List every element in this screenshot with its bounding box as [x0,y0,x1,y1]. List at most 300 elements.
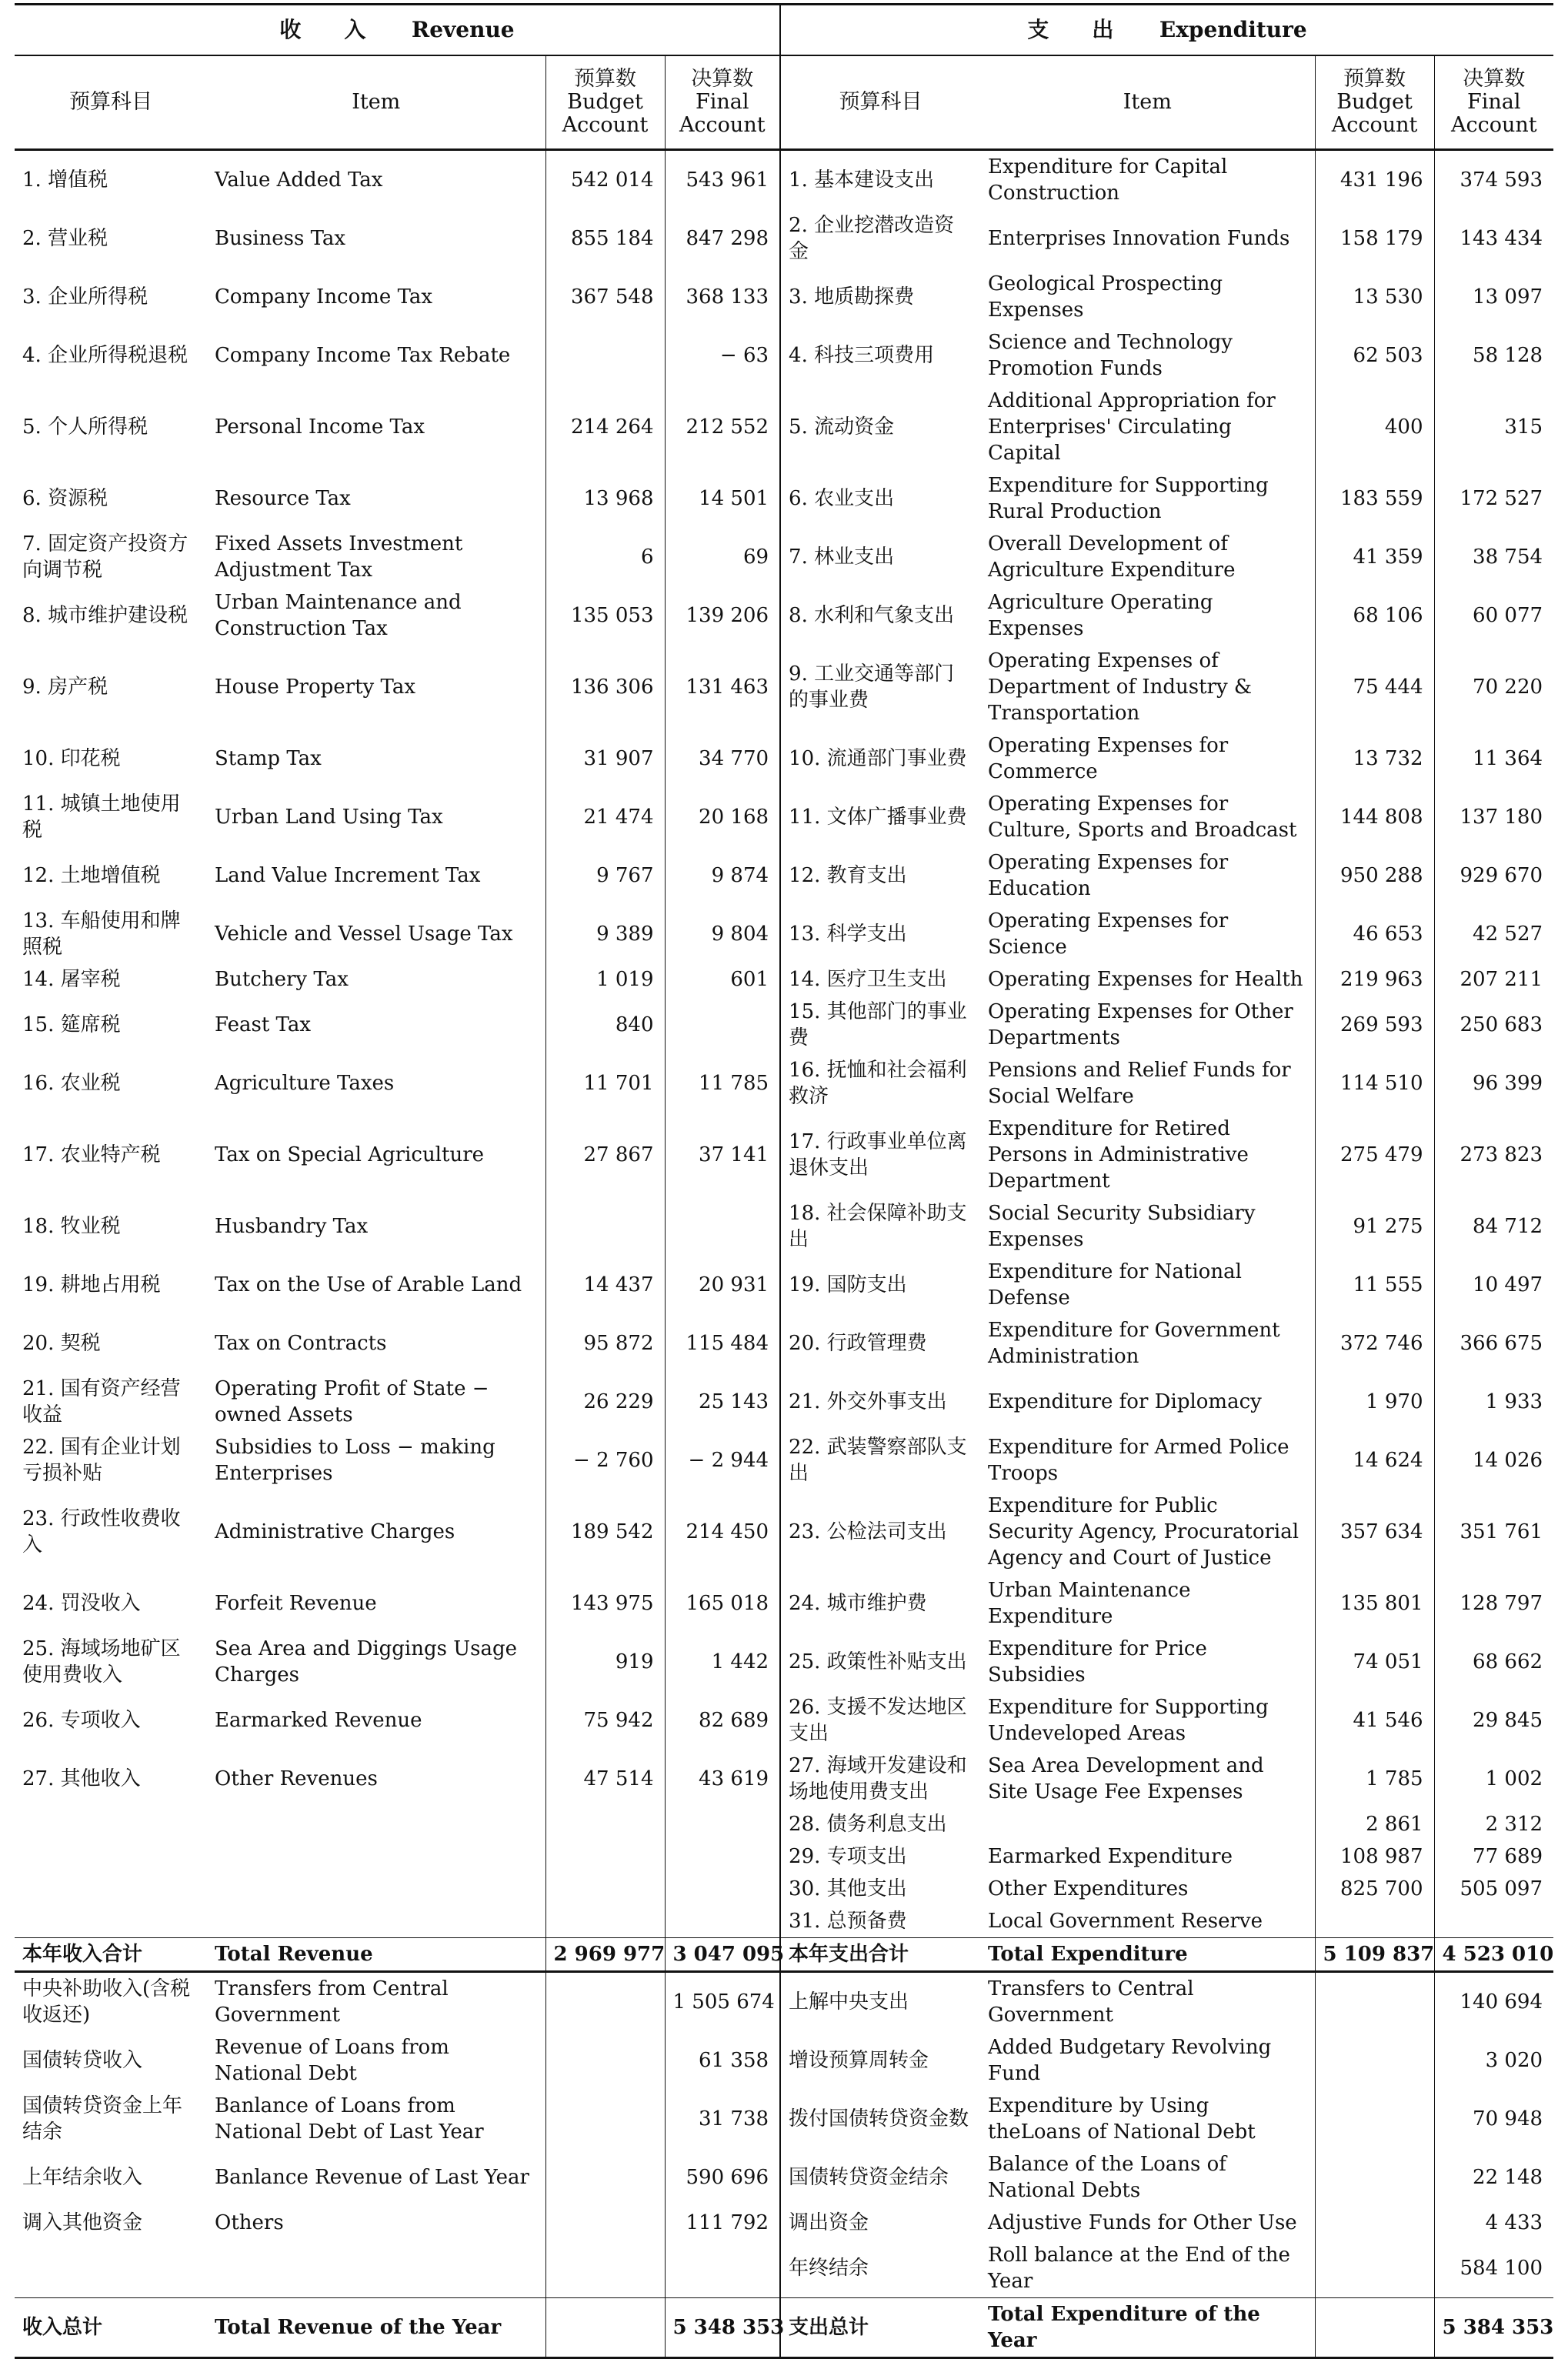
revenue-subject-cell: 本年收入合计 [15,1938,207,1972]
expenditure-final-cell: 137 180 [1460,806,1543,829]
revenue-subject-cell: 21. 国有资产经营收益 [22,1377,181,1426]
revenue-budget-cell: 47 514 [545,1750,665,1808]
expenditure-budget-cell: 108 987 [1315,1840,1434,1873]
revenue-final-cell: 9 874 [665,846,780,905]
revenue-subject-cell: 15. 筵席税 [22,1013,121,1036]
revenue-budget-cell [545,2207,665,2239]
revenue-final-cell: 43 619 [665,1750,780,1808]
expenditure-subject-cell: 本年支出合计 [780,1938,980,1972]
revenue-budget-cell: 367 548 [545,268,665,326]
col-final-left: 决算数 Final Account [665,55,780,150]
expenditure-final-cell: 2 312 [1485,1813,1543,1836]
revenue-item-cell: Urban Land Using Tax [207,788,545,846]
revenue-item-cell: Personal Income Tax [207,385,545,469]
revenue-item-cell: Vehicle and Vessel Usage Tax [207,905,545,963]
revenue-subject-cell: 27. 其他收入 [22,1767,141,1790]
revenue-final-cell: 111 792 [665,2207,780,2239]
revenue-subject-cell: 25. 海域场地矿区使用费收入 [22,1637,181,1687]
revenue-item-cell: Forfeit Revenue [207,1574,545,1633]
revenue-subject-cell: 11. 城镇土地使用税 [22,792,181,842]
table-row [15,963,1553,996]
revenue-section-header [15,5,780,56]
expenditure-item-cell: Operating Expenses for Culture, Sports and Broadcast [980,788,1315,846]
revenue-item-cell: Stamp Tax [207,729,545,788]
expenditure-subject-cell: 8. 水利和气象支出 [789,604,955,627]
expenditure-budget-cell: 2 861 [1315,1808,1434,1840]
revenue-final-cell: 601 [665,963,780,996]
revenue-subject-cell: 9. 房产税 [22,676,108,699]
col-item-right: Item [980,55,1315,150]
expenditure-budget-cell [1315,2148,1434,2207]
expenditure-subject-cell: 31. 总预备费 [789,1910,907,1933]
table-row [15,645,1553,729]
revenue-final-cell: − 2 944 [665,1431,780,1490]
section-header-row [15,5,1553,56]
expenditure-final-cell: 351 761 [1460,1520,1543,1543]
revenue-subject-cell: 上年结余收入 [22,2166,143,2189]
expenditure-item-cell: Expenditure for Supporting Undeveloped Areas [980,1691,1315,1750]
expenditure-item-cell: Enterprises Innovation Funds [980,209,1315,268]
expenditure-final-cell: 584 100 [1460,2257,1543,2280]
expenditure-subject-cell: 3. 地质勘探费 [789,285,915,309]
expenditure-budget-cell: 1 785 [1315,1750,1434,1808]
expenditure-budget-cell: 158 179 [1315,209,1434,268]
revenue-budget-cell [545,1873,665,1905]
col-item-left: Item [207,55,545,150]
expenditure-item-cell: Expenditure for Public Security Agency, Procuratorial Agency and Court of Justice [980,1490,1315,1574]
table-row [15,1197,1553,1256]
revenue-budget-cell: 840 [545,996,665,1054]
expenditure-budget-cell: 13 530 [1315,268,1434,326]
expenditure-final-cell: 29 845 [1473,1709,1543,1732]
revenue-final-cell [665,1197,780,1256]
revenue-budget-cell: 27 867 [545,1113,665,1197]
col-subject-right: 预算科目 [780,55,980,150]
revenue-final-cell: 1 442 [665,1633,780,1691]
expenditure-subject-cell: 19. 国防支出 [789,1273,907,1296]
expenditure-budget-cell: 41 359 [1315,528,1434,586]
table-row [15,2239,1553,2298]
revenue-budget-cell: 21 474 [545,788,665,846]
revenue-item-cell: Banlance Revenue of Last Year [207,2148,545,2207]
expenditure-final-cell: 84 712 [1473,1215,1543,1238]
table-row [15,1054,1553,1113]
expenditure-final-cell: 172 527 [1460,487,1543,510]
expenditure-budget-cell: 400 [1315,385,1434,469]
expenditure-item-cell: Added Budgetary Revolving Fund [980,2031,1315,2090]
expenditure-subject-cell: 增设预算周转金 [789,2049,929,2072]
revenue-subject-cell: 20. 契税 [22,1332,101,1355]
revenue-final-cell: 20 931 [665,1256,780,1314]
expenditure-item-cell: Transfers to Central Government [980,1972,1315,2032]
expenditure-subject-cell: 16. 抚恤和社会福利救济 [789,1059,967,1108]
revenue-subject-cell: 19. 耕地占用税 [22,1273,161,1296]
revenue-final-cell: 3 047 095 [665,1938,780,1972]
revenue-item-cell: Land Value Increment Tax [207,846,545,905]
revenue-final-cell: 61 358 [665,2031,780,2090]
expenditure-item-cell: Expenditure for Capital Construction [980,150,1315,210]
revenue-budget-cell: 855 184 [545,209,665,268]
expenditure-budget-cell: 372 746 [1315,1314,1434,1373]
revenue-final-cell: 5 348 353 [665,2298,780,2358]
expenditure-final-cell: 4 523 010 [1434,1938,1553,1972]
expenditure-subject-cell: 17. 行政事业单位离退休支出 [789,1130,967,1180]
expenditure-final-cell: 4 433 [1485,2211,1543,2234]
expenditure-item-cell: Expenditure for Retired Persons in Administrative Department [980,1113,1315,1197]
expenditure-item-cell: Operating Expenses for Science [980,905,1315,963]
expenditure-subject-cell: 上解中央支出 [789,1990,909,2014]
expenditure-final-cell: 58 128 [1473,344,1543,367]
expenditure-final-cell: 77 689 [1473,1845,1543,1868]
table-row [15,1938,1553,1972]
revenue-budget-cell [545,1840,665,1873]
revenue-final-cell: 9 804 [665,905,780,963]
expenditure-final-cell: 68 662 [1473,1650,1543,1673]
revenue-budget-cell [545,2090,665,2148]
revenue-item-cell: Tax on Special Agriculture [207,1113,545,1197]
revenue-budget-cell [545,2298,665,2358]
revenue-subject-cell: 4. 企业所得税退税 [22,344,188,367]
table-row [15,1840,1553,1873]
expenditure-budget-cell: 114 510 [1315,1054,1434,1113]
revenue-final-cell: 1 505 674 [665,1972,780,2032]
revenue-budget-cell: 31 907 [545,729,665,788]
revenue-subject-cell: 18. 牧业税 [22,1215,121,1238]
expenditure-budget-cell [1315,2207,1434,2239]
revenue-budget-cell: 542 014 [545,150,665,210]
table-row [15,1750,1553,1808]
expenditure-budget-cell: 275 479 [1315,1113,1434,1197]
revenue-item-cell: Tax on the Use of Arable Land [207,1256,545,1314]
revenue-budget-cell: 9 767 [545,846,665,905]
table-row [15,729,1553,788]
table-row [15,2298,1553,2358]
revenue-budget-cell: 189 542 [545,1490,665,1574]
expenditure-item-cell: Local Government Reserve [980,1905,1315,1938]
expenditure-budget-cell: 357 634 [1315,1490,1434,1574]
expenditure-header-en: Expenditure [1159,17,1307,42]
expenditure-final-cell: 38 754 [1473,546,1543,569]
revenue-final-cell [665,1808,780,1840]
revenue-budget-cell: 95 872 [545,1314,665,1373]
expenditure-final-cell: 60 077 [1473,604,1543,627]
revenue-header-cn: 收 入 [279,17,366,42]
revenue-item-cell: Husbandry Tax [207,1197,545,1256]
expenditure-subject-cell: 6. 农业支出 [789,487,895,510]
revenue-item-cell: Value Added Tax [207,150,545,210]
expenditure-item-cell: Expenditure by Using theLoans of National Debt [980,2090,1315,2148]
expenditure-subject-cell: 1. 基本建设支出 [789,168,935,192]
revenue-subject-cell: 6. 资源税 [22,487,108,510]
revenue-subject-cell: 中央补助收入(含税收返还) [22,1977,191,2027]
expenditure-final-cell: 70 220 [1473,676,1543,699]
revenue-subject-cell: 23. 行政性收费收入 [22,1507,181,1557]
revenue-subject-cell: 17. 农业特产税 [22,1143,161,1166]
revenue-subject-cell: 14. 屠宰税 [22,968,121,991]
table-row [15,2148,1553,2207]
revenue-item-cell: Tax on Contracts [207,1314,545,1373]
table-row [15,528,1553,586]
revenue-subject-cell: 22. 国有企业计划亏损补贴 [22,1436,181,1485]
revenue-budget-cell: 14 437 [545,1256,665,1314]
transfer-rows [15,1972,1553,2298]
expenditure-subject-cell: 13. 科学支出 [789,923,907,946]
revenue-budget-cell: 75 942 [545,1691,665,1750]
expenditure-budget-cell: 144 808 [1315,788,1434,846]
table-row [15,2207,1553,2239]
table-row [15,385,1553,469]
revenue-budget-cell: 919 [545,1633,665,1691]
table-row [15,788,1553,846]
expenditure-budget-cell [1315,2239,1434,2298]
table-row [15,905,1553,963]
table-row [15,1691,1553,1750]
expenditure-final-cell: 143 434 [1460,227,1543,250]
revenue-subject-cell [15,1905,207,1938]
revenue-budget-cell: 135 053 [545,586,665,645]
revenue-item-cell: Earmarked Revenue [207,1691,545,1750]
expenditure-budget-cell: 46 653 [1315,905,1434,963]
revenue-item-cell: Company Income Tax Rebate [207,326,545,385]
revenue-subject-cell: 10. 印花税 [22,747,121,770]
expenditure-item-cell: Other Expenditures [980,1873,1315,1905]
expenditure-item-cell: Roll balance at the End of the Year [980,2239,1315,2298]
expenditure-budget-cell: 68 106 [1315,586,1434,645]
table-row [15,1373,1553,1431]
expenditure-item-cell: Operating Expenses of Department of Industry & Transportation [980,645,1315,729]
expenditure-item-cell: Sea Area Development and Site Usage Fee Expenses [980,1750,1315,1808]
revenue-item-cell [207,1808,545,1840]
expenditure-subject-cell: 7. 林业支出 [789,546,895,569]
expenditure-subject-cell: 11. 文体广播事业费 [789,806,967,829]
expenditure-subject-cell: 25. 政策性补贴支出 [789,1650,967,1673]
revenue-item-cell: Butchery Tax [207,963,545,996]
expenditure-item-cell: Total Expenditure of the Year [980,2298,1315,2358]
revenue-subject-cell: 8. 城市维护建设税 [22,604,188,627]
expenditure-subject-cell: 28. 债务利息支出 [789,1813,947,1836]
revenue-item-cell: Total Revenue of the Year [207,2298,545,2358]
revenue-subject-cell: 7. 固定资产投资方向调节税 [22,532,188,582]
expenditure-final-cell: 5 384 353 [1434,2298,1553,2358]
expenditure-budget-cell: 219 963 [1315,963,1434,996]
expenditure-subject-cell: 拨付国债转贷资金数 [789,2107,969,2130]
expenditure-final-cell: 42 527 [1473,923,1543,946]
revenue-subject-cell [15,2239,207,2298]
col-budget-right: 预算数 Budget Account [1315,55,1434,150]
expenditure-item-cell: Operating Expenses for Commerce [980,729,1315,788]
expenditure-budget-cell: 74 051 [1315,1633,1434,1691]
revenue-final-cell [665,1873,780,1905]
revenue-item-cell [207,1905,545,1938]
revenue-item-cell: Agriculture Taxes [207,1054,545,1113]
expenditure-item-cell: Geological Prospecting Expenses [980,268,1315,326]
expenditure-subject-cell: 年终结余 [789,2257,869,2280]
revenue-budget-cell: 6 [545,528,665,586]
expenditure-budget-cell: 825 700 [1315,1873,1434,1905]
table-row [15,1574,1553,1633]
expenditure-item-cell: Expenditure for Supporting Rural Production [980,469,1315,528]
expenditure-item-cell: Operating Expenses for Education [980,846,1315,905]
expenditure-subject-cell: 国债转贷资金结余 [789,2166,949,2189]
expenditure-subject-cell: 20. 行政管理费 [789,1332,927,1355]
expenditure-item-cell: Pensions and Relief Funds for Social Welfare [980,1054,1315,1113]
expenditure-subject-cell: 15. 其他部门的事业费 [789,1000,967,1049]
expenditure-budget-cell: 135 801 [1315,1574,1434,1633]
revenue-budget-cell: 11 701 [545,1054,665,1113]
expenditure-final-cell: 1 933 [1485,1390,1543,1413]
expenditure-subject-cell: 30. 其他支出 [789,1877,907,1900]
expenditure-budget-cell: 14 624 [1315,1431,1434,1490]
table-row [15,1314,1553,1373]
table-row [15,1873,1553,1905]
expenditure-final-cell: 273 823 [1460,1143,1543,1166]
expenditure-budget-cell [1315,1972,1434,2032]
revenue-final-cell: 165 018 [665,1574,780,1633]
revenue-subject-cell: 12. 土地增值税 [22,864,161,887]
budget-table [15,3,1553,2359]
revenue-final-cell [665,1905,780,1938]
col-final-right: 决算数 Final Account [1434,55,1553,150]
expenditure-final-cell: 366 675 [1460,1332,1543,1355]
expenditure-budget-cell: 62 503 [1315,326,1434,385]
revenue-budget-cell [545,1197,665,1256]
table-row [15,1972,1553,2032]
table-row [15,2031,1553,2090]
expenditure-item-cell: Urban Maintenance Expenditure [980,1574,1315,1633]
revenue-header-en: Revenue [411,17,515,42]
revenue-final-cell: 69 [665,528,780,586]
expenditure-budget-cell: 75 444 [1315,645,1434,729]
table-row [15,326,1553,385]
expenditure-subject-cell: 21. 外交外事支出 [789,1390,947,1413]
revenue-item-cell: Subsidies to Loss − making Enterprises [207,1431,545,1490]
revenue-final-cell: 115 484 [665,1314,780,1373]
expenditure-final-cell [1434,1905,1553,1938]
revenue-budget-cell: 136 306 [545,645,665,729]
expenditure-budget-cell: 5 109 837 [1315,1938,1434,1972]
grand-total-row-group [15,2298,1553,2358]
expenditure-subject-cell: 2. 企业挖潜改造资金 [789,214,955,263]
table-row [15,1490,1553,1574]
revenue-item-cell [207,1873,545,1905]
revenue-budget-cell: 1 019 [545,963,665,996]
revenue-subject-cell [15,1873,207,1905]
revenue-budget-cell: 9 389 [545,905,665,963]
total-row-group [15,1938,1553,1972]
revenue-item-cell: Total Revenue [207,1938,545,1972]
revenue-budget-cell: 26 229 [545,1373,665,1431]
expenditure-subject-cell: 支出总计 [780,2298,980,2358]
expenditure-budget-cell [1315,1905,1434,1938]
expenditure-final-cell: 207 211 [1460,968,1543,991]
table-row [15,1808,1553,1840]
revenue-item-cell: Revenue of Loans from National Debt [207,2031,545,2090]
revenue-subject-cell: 收入总计 [15,2298,207,2358]
col-subject-left: 预算科目 [15,55,207,150]
revenue-budget-cell: 143 975 [545,1574,665,1633]
revenue-item-cell: Transfers from Central Government [207,1972,545,2032]
revenue-subject-cell: 16. 农业税 [22,1072,121,1095]
revenue-final-cell: 37 141 [665,1113,780,1197]
revenue-budget-cell: 13 968 [545,469,665,528]
revenue-item-cell: Sea Area and Diggings Usage Charges [207,1633,545,1691]
expenditure-budget-cell: 11 555 [1315,1256,1434,1314]
expenditure-item-cell: Expenditure for Diplomacy [980,1373,1315,1431]
expenditure-subject-cell: 23. 公检法司支出 [789,1520,947,1543]
revenue-budget-cell [545,2031,665,2090]
revenue-item-cell [207,2239,545,2298]
expenditure-subject-cell: 26. 支援不发达地区支出 [789,1696,967,1745]
revenue-subject-cell [15,1808,207,1840]
revenue-final-cell [665,996,780,1054]
revenue-final-cell: 31 738 [665,2090,780,2148]
expenditure-subject-cell: 4. 科技三项费用 [789,344,935,367]
table-row [15,2090,1553,2148]
revenue-item-cell: Operating Profit of State − owned Assets [207,1373,545,1431]
expenditure-item-cell: Expenditure for Armed Police Troops [980,1431,1315,1490]
expenditure-subject-cell: 24. 城市维护费 [789,1592,927,1615]
expenditure-budget-cell [1315,2298,1434,2358]
revenue-item-cell: Banlance of Loans from National Debt of Last Year [207,2090,545,2148]
main-rows [15,150,1553,1938]
expenditure-final-cell: 505 097 [1460,1877,1543,1900]
table-row [15,586,1553,645]
table-row [15,1113,1553,1197]
expenditure-final-cell: 128 797 [1460,1592,1543,1615]
revenue-final-cell: 847 298 [665,209,780,268]
budget-document [15,0,1553,2359]
column-header-row [15,55,1553,150]
revenue-subject-cell: 2. 营业税 [22,227,108,250]
expenditure-subject-cell: 5. 流动资金 [789,415,895,439]
expenditure-budget-cell [1315,2090,1434,2148]
revenue-final-cell: 214 450 [665,1490,780,1574]
revenue-subject-cell: 1. 增值税 [22,168,108,192]
table-row [15,469,1553,528]
expenditure-subject-cell: 18. 社会保障补助支出 [789,1202,967,1251]
revenue-final-cell: 14 501 [665,469,780,528]
expenditure-final-cell: 13 097 [1473,285,1543,309]
revenue-budget-cell: 214 264 [545,385,665,469]
expenditure-final-cell: 70 948 [1473,2107,1543,2130]
table-row [15,1431,1553,1490]
table-row [15,1905,1553,1938]
expenditure-final-cell: 315 [1504,415,1543,439]
revenue-subject-cell: 13. 车船使用和牌照税 [22,909,181,959]
expenditure-item-cell: Total Expenditure [980,1938,1315,1972]
table-row [15,268,1553,326]
table-row [15,1633,1553,1691]
expenditure-subject-cell: 22. 武装警察部队支出 [789,1436,967,1485]
revenue-final-cell: 82 689 [665,1691,780,1750]
expenditure-item-cell: Expenditure for National Defense [980,1256,1315,1314]
revenue-item-cell: House Property Tax [207,645,545,729]
revenue-budget-cell [545,2148,665,2207]
revenue-final-cell: 20 168 [665,788,780,846]
expenditure-item-cell: Agriculture Operating Expenses [980,586,1315,645]
expenditure-item-cell: Operating Expenses for Health [980,963,1315,996]
revenue-budget-cell [545,2239,665,2298]
expenditure-final-cell: 10 497 [1473,1273,1543,1296]
expenditure-subject-cell: 27. 海域开发建设和场地使用费支出 [789,1754,967,1803]
revenue-subject-cell: 24. 罚没收入 [22,1592,141,1615]
revenue-final-cell: 131 463 [665,645,780,729]
revenue-subject-cell [15,1840,207,1873]
revenue-final-cell [665,1840,780,1873]
revenue-item-cell [207,1840,545,1873]
table-row [15,1256,1553,1314]
expenditure-section-header [780,5,1553,56]
